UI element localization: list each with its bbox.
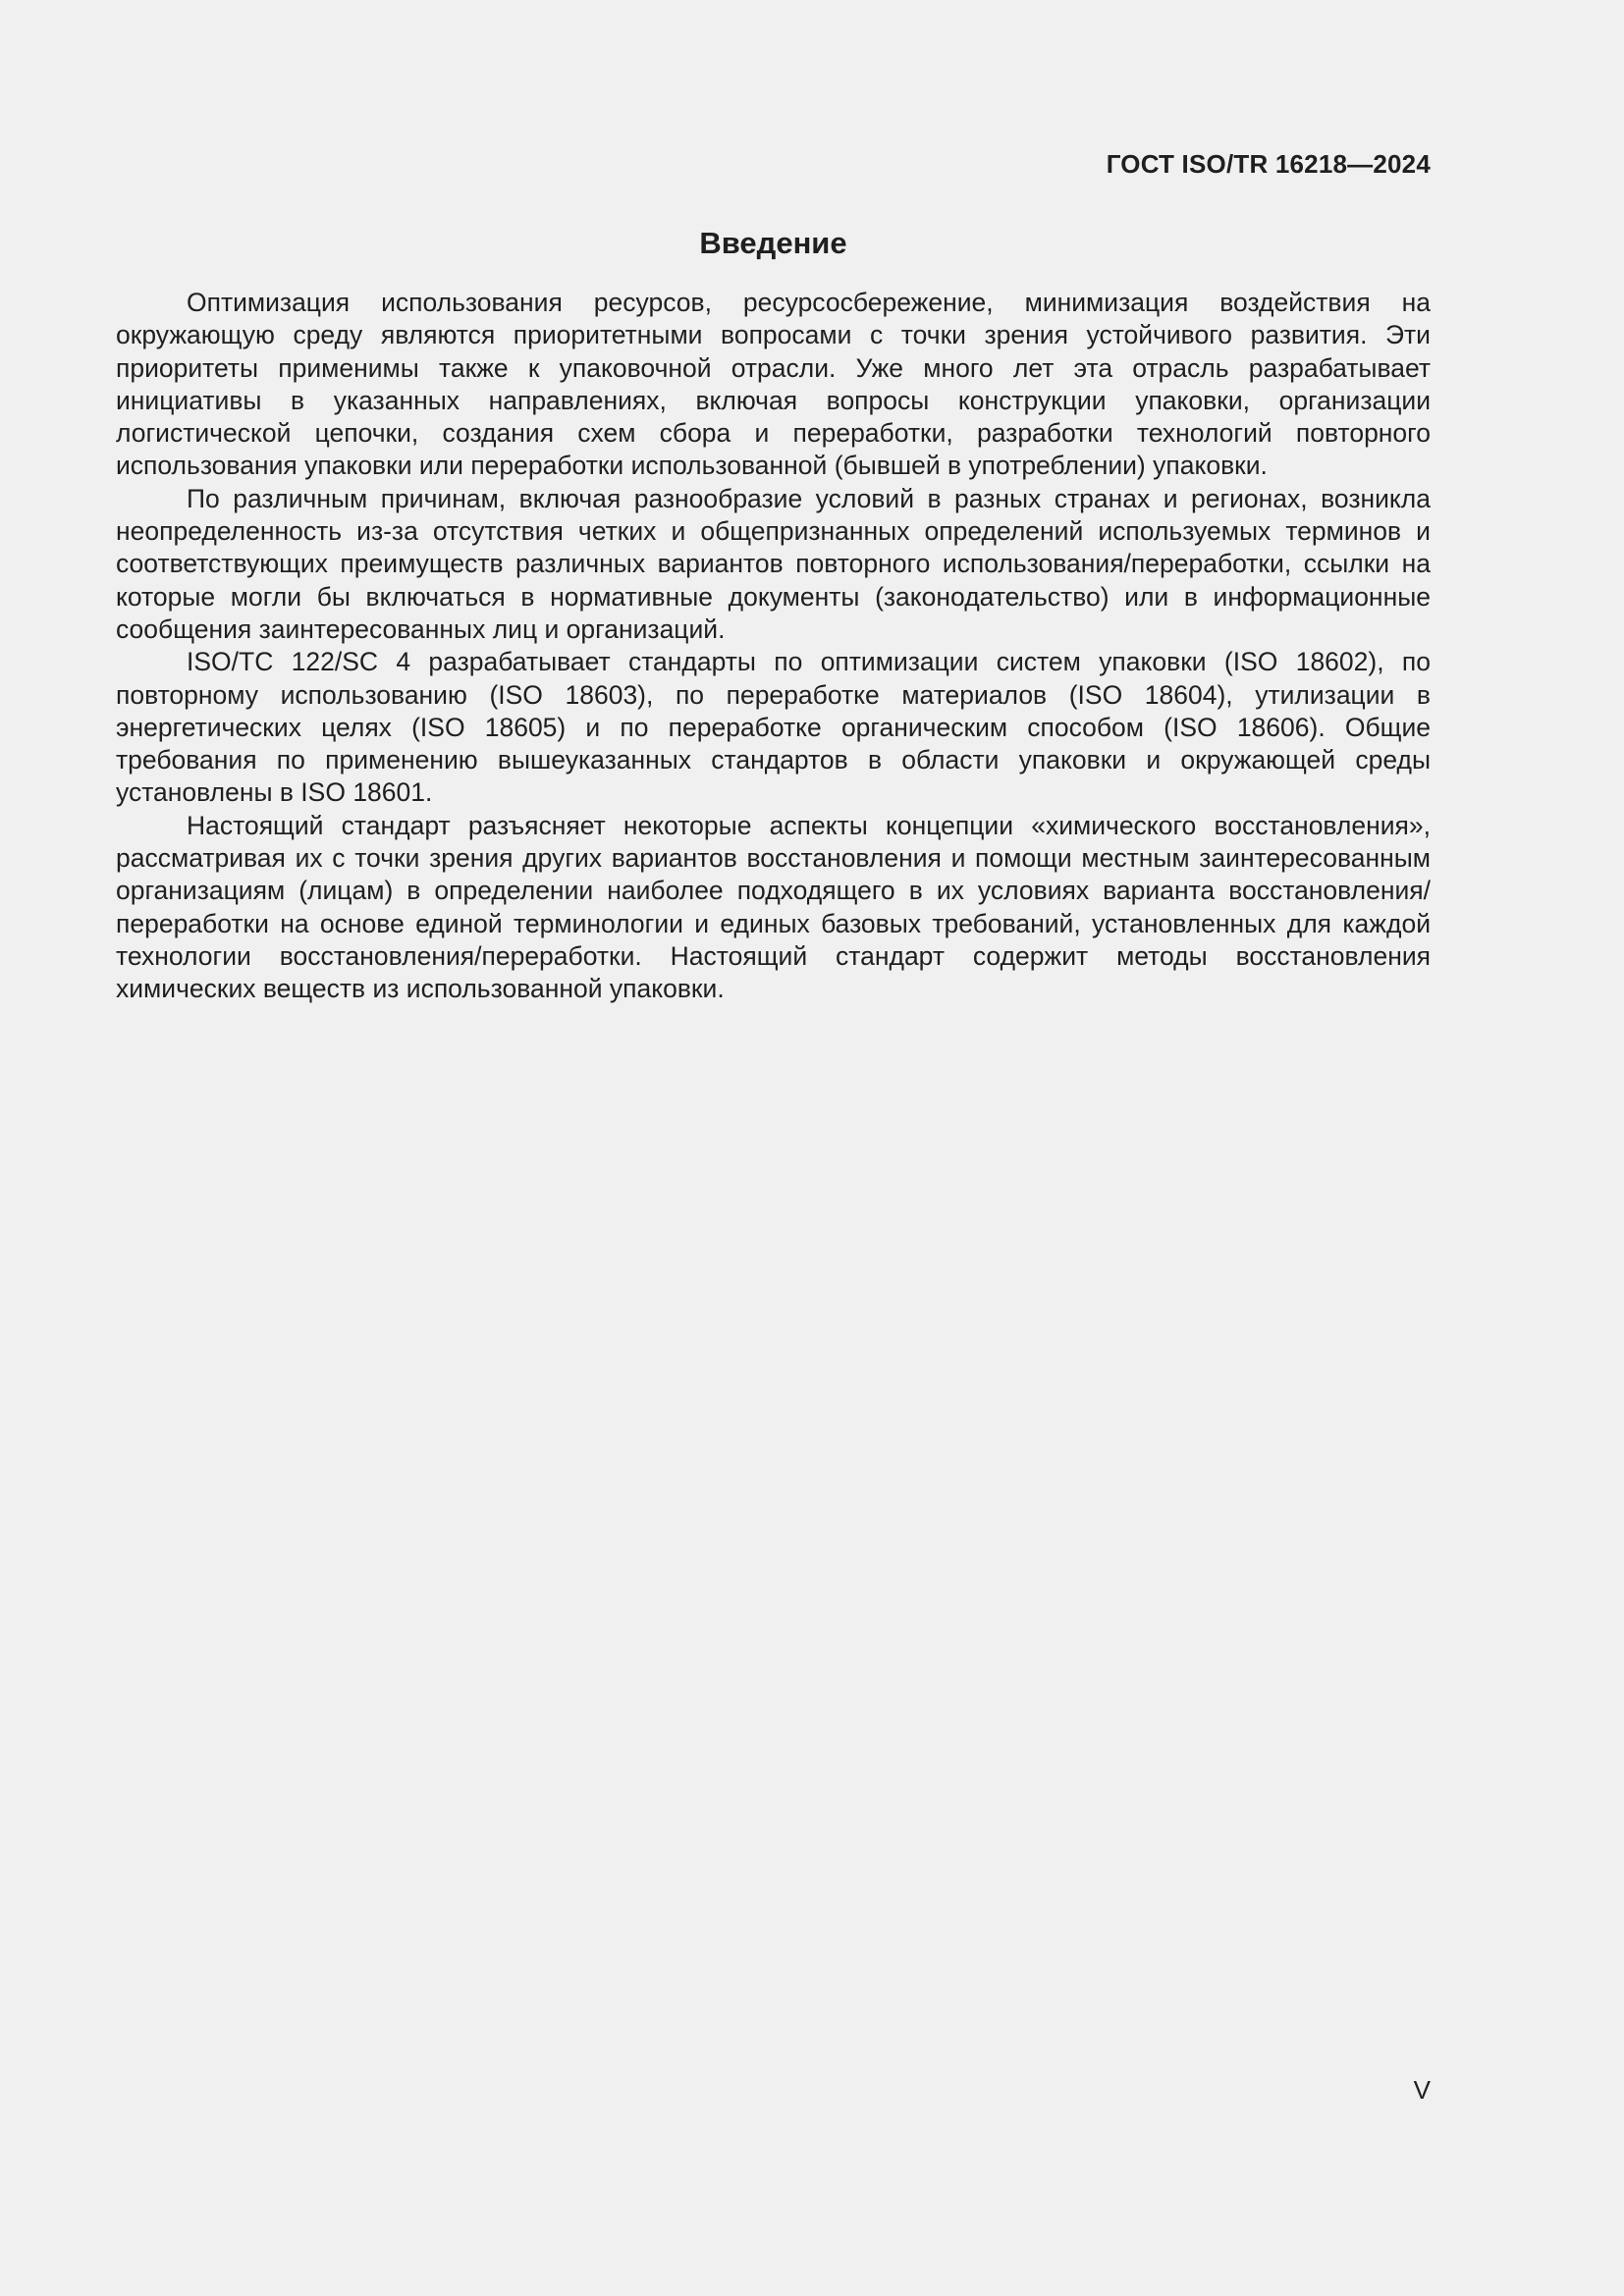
paragraph-2: По различным причинам, включая разнообразие условий в разных странах и регионах, возникла неопределенность из-за отсутствия четких и общепризнанных определений используемых терминов и соответствующих преимуществ различных вариантов повторного использования/переработки, ссылки на которые могли бы включаться в нормативные документы (законодательство) или в информационные сообщения заинтересованных лиц и организаций.	[116, 483, 1431, 644]
paragraph-3: ISO/TC 122/SC 4 разрабатывает стандарты по оптимизации систем упаковки (ISO 18602), по повторному использованию (ISO 18603), по переработке материалов (ISO 18604), утилизации в энергетических целях (ISO 18605) и по переработке органическим способом (ISO 18606). Общие требования по применению вышеуказанных стандартов в области упаковки и окружающей среды установлены в ISO 18601.	[116, 647, 1431, 808]
paragraph-4: Настоящий стандарт разъясняет некоторые аспекты концепции «химического восстановления», рассматривая их с точки зрения других вариантов восстановления и помощи местным заинтересованным организациям (лицам) в определении наиболее подходящего в их условиях варианта восстановления/переработки на основе единой терминологии и единых базовых требований, установленных для каждой технологии восстановления/переработки. Настоящий стандарт содержит методы восстановления химических веществ из использованной упаковки.	[116, 810, 1431, 1004]
section-title: Введение	[699, 226, 847, 260]
body-text	[116, 287, 1431, 1006]
paragraph-1: Оптимизация использования ресурсов, ресурсосбережение, минимизация воздействия на окружающую среду являются приоритетными вопросами с точки зрения устойчивого развития. Эти приоритеты применимы также к упаковочной отрасли. Уже много лет эта отрасль разрабатывает инициативы в указанных направлениях, включая вопросы конструкции упаковки, организации логистической цепочки, создания схем сбора и переработки, разработки технологий повторного использования упаковки или переработки использованной (бывшей в употреблении) упаковки.	[116, 288, 1431, 481]
page-number: V	[1413, 2075, 1431, 2105]
document-id-header: ГОСТ ISO/TR 16218—2024	[1106, 149, 1431, 179]
